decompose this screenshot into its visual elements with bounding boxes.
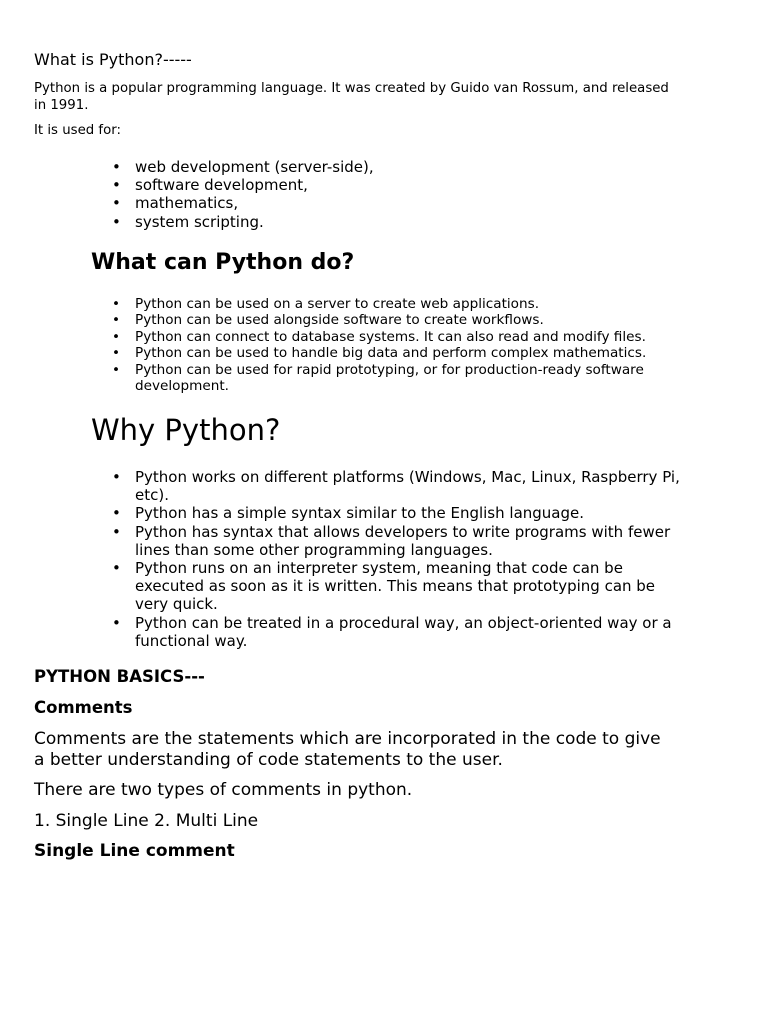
list-item: • Python has syntax that allows developers to write programs with fewer lines than some other programming languages. bbox=[90, 523, 690, 559]
single-line-heading: Single Line comment bbox=[34, 841, 235, 861]
why-list bbox=[90, 468, 690, 650]
uses-list bbox=[90, 158, 680, 231]
list-item: • Python runs on an interpreter system, meaning that code can be executed as soon as it is written. This means that prototyping can be very quick. bbox=[90, 559, 690, 614]
list-item: • mathematics, bbox=[90, 194, 680, 212]
list-item: • software development, bbox=[90, 176, 680, 194]
list-item: • web development (server-side), bbox=[90, 158, 680, 176]
can-do-list bbox=[90, 296, 680, 394]
comment-types-sentence: There are two types of comments in python. bbox=[34, 780, 413, 800]
section-heading-why: Why Python? bbox=[91, 413, 281, 447]
list-item: • Python can be used to handle big data and perform complex mathematics. bbox=[90, 345, 680, 361]
list-item: • system scripting. bbox=[90, 213, 680, 231]
list-item: • Python works on different platforms (Windows, Mac, Linux, Raspberry Pi, etc). bbox=[90, 468, 690, 504]
list-item: • Python can connect to database systems. It can also read and modify files. bbox=[90, 329, 680, 345]
list-item: • Python can be used for rapid prototyping, or for production-ready software development. bbox=[90, 362, 680, 395]
section-heading-can-do: What can Python do? bbox=[91, 250, 355, 275]
intro-paragraph: Python is a popular programming language. It was created by Guido van Rossum, and released in 1991. bbox=[34, 81, 669, 113]
used-for-label: It is used for: bbox=[34, 123, 121, 138]
comments-paragraph: Comments are the statements which are incorporated in the code to give a better understanding of code statements to the user. bbox=[34, 729, 661, 770]
list-item: • Python can be used on a server to create web applications. bbox=[90, 296, 680, 312]
list-item: • Python has a simple syntax similar to the English language. bbox=[90, 504, 690, 522]
list-item: • Python can be treated in a procedural way, an object-oriented way or a functional way. bbox=[90, 614, 690, 650]
list-item: • Python can be used alongside software to create workflows. bbox=[90, 312, 680, 328]
basics-heading: PYTHON BASICS--- bbox=[34, 667, 205, 686]
comments-heading: Comments bbox=[34, 698, 133, 717]
page-title: What is Python?----- bbox=[34, 50, 192, 69]
comment-types-list: 1. Single Line 2. Multi Line bbox=[34, 811, 259, 831]
